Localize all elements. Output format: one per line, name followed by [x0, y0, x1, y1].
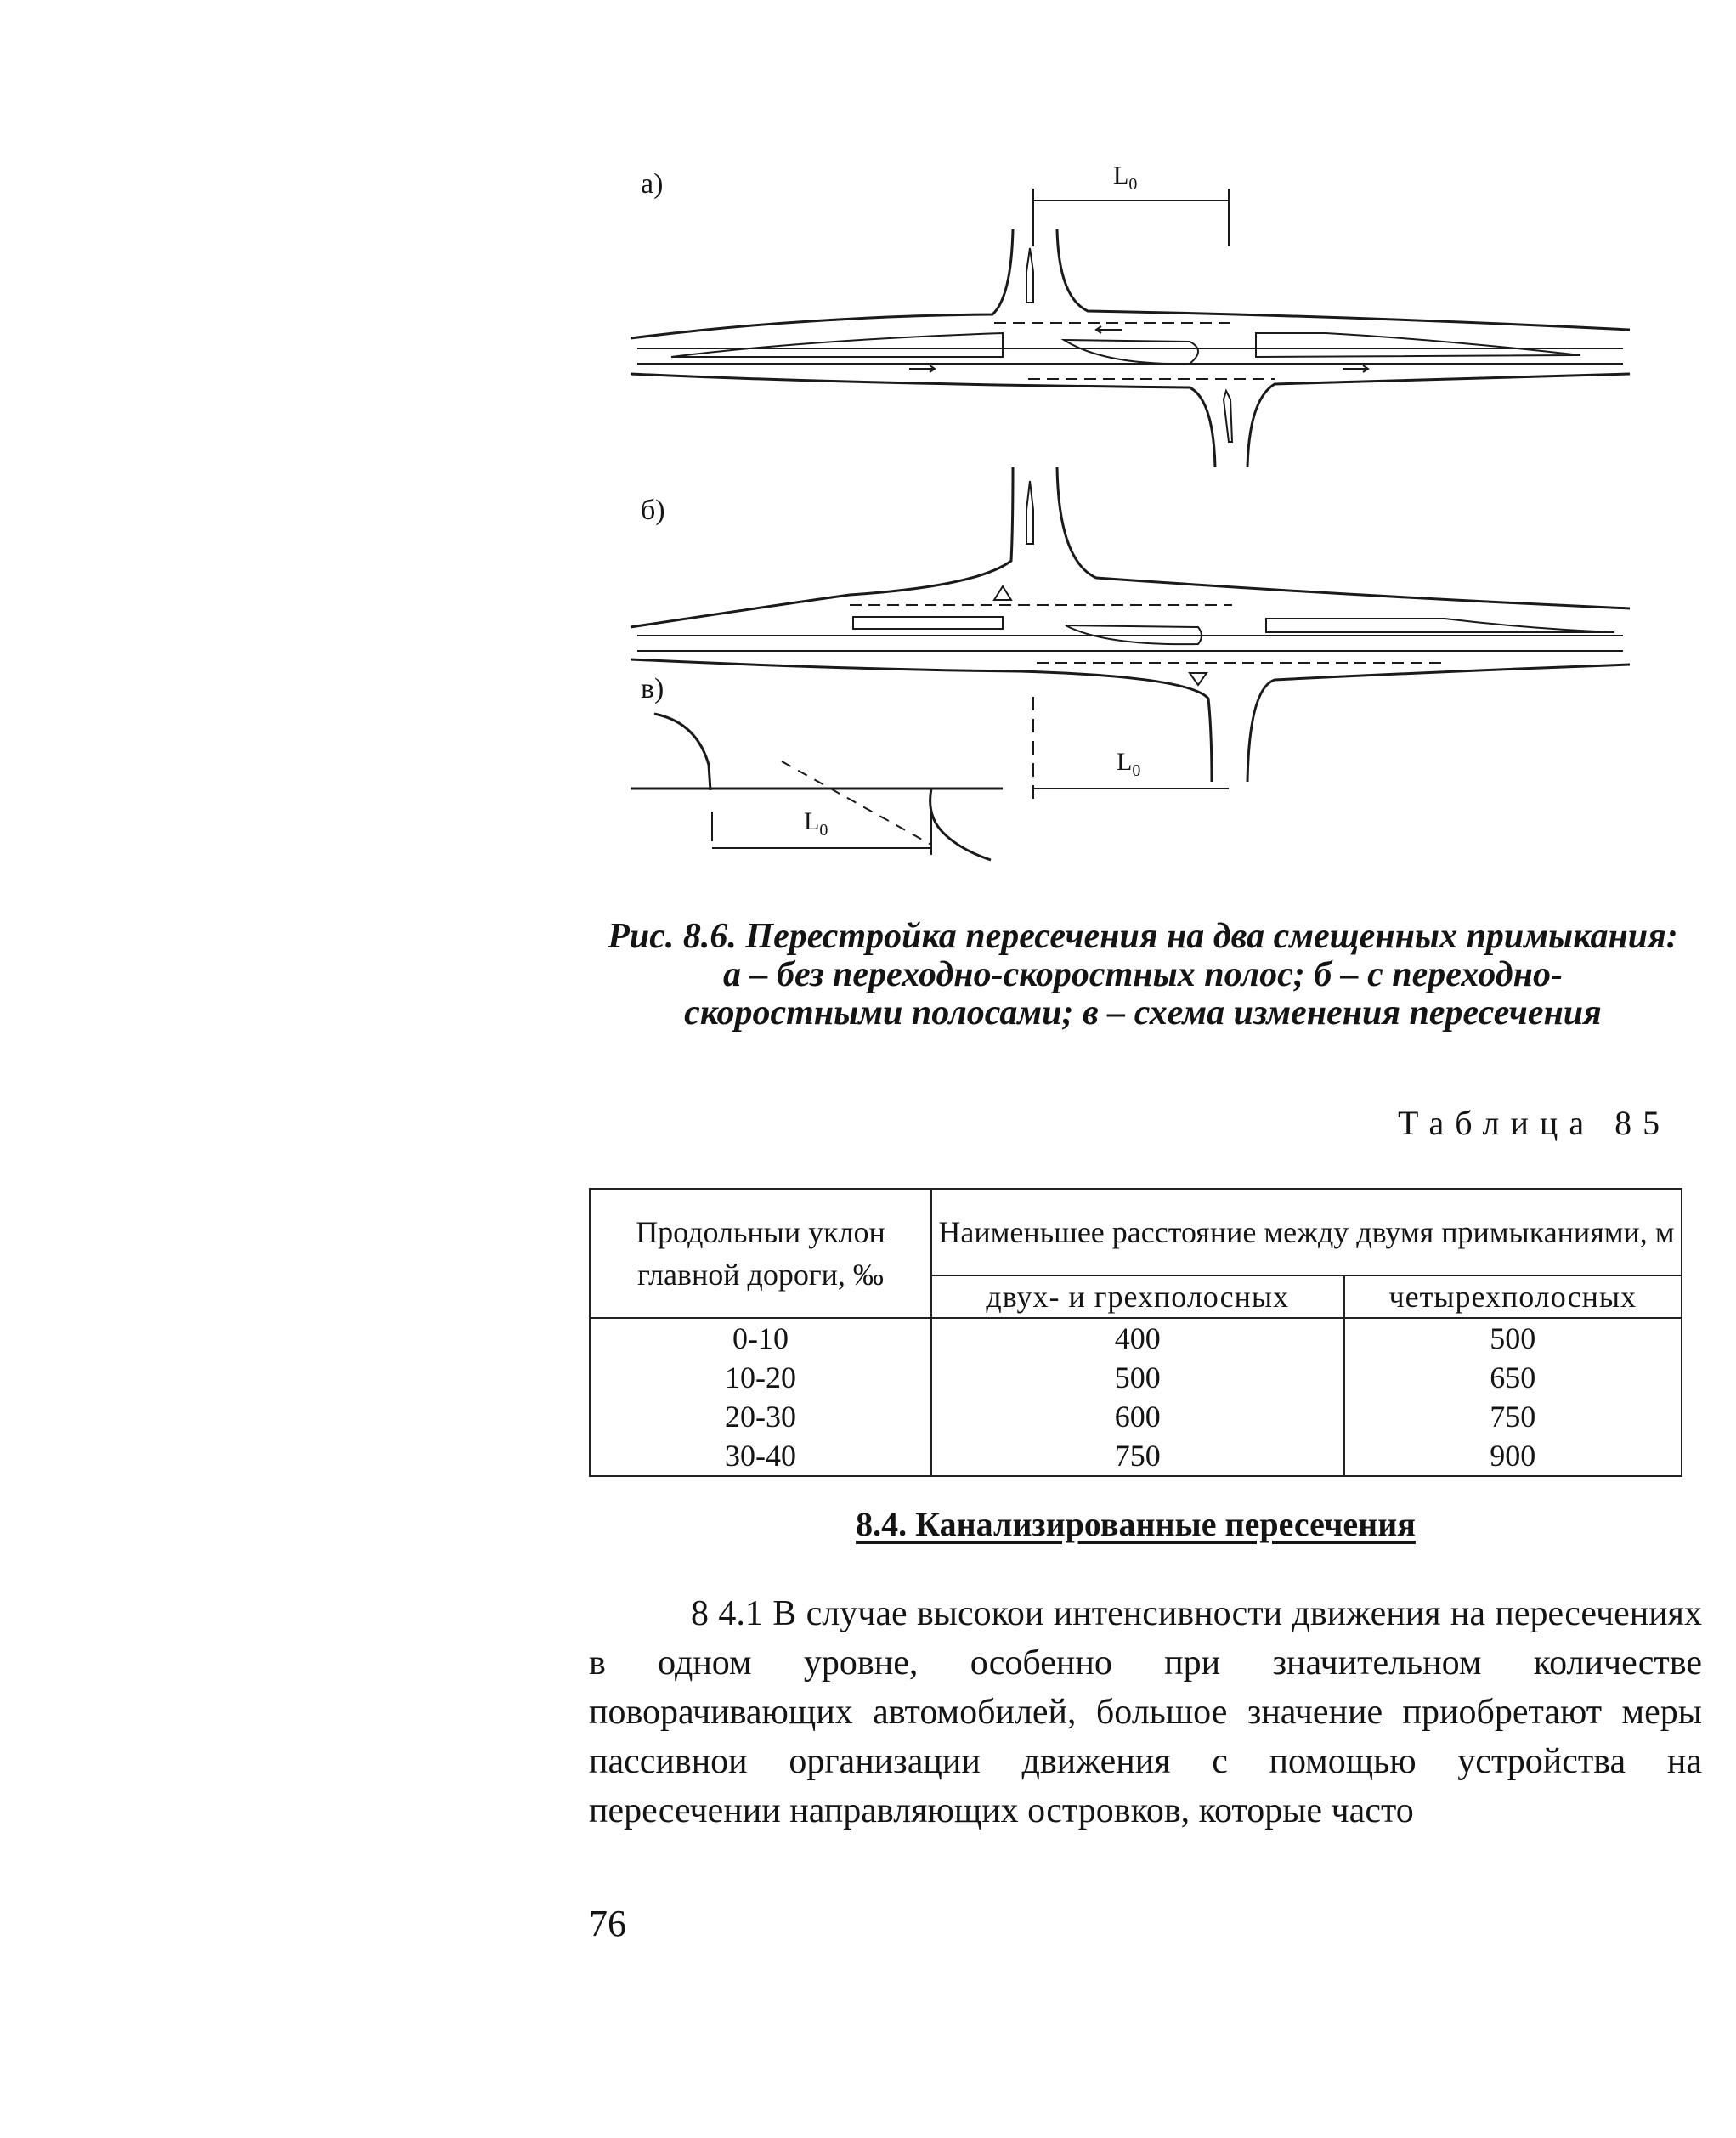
header-distance: Наименьшее расстояние между двумя примыканиями, м: [931, 1189, 1682, 1275]
figure-caption: [578, 918, 1708, 1032]
page-number: 76: [589, 1903, 626, 1944]
cell-slope: 30-40: [590, 1436, 931, 1476]
label-c: в): [641, 673, 664, 704]
cell-value: 650: [1344, 1358, 1682, 1397]
label-b: б): [641, 495, 665, 526]
table-row: [590, 1358, 1682, 1397]
caption-desc-1: а – без переходно-скоростных полос; б – с переходно-: [723, 955, 1563, 994]
subheader-four-lane: четырехполосных: [1344, 1275, 1682, 1318]
table-label: Таблица 85: [1398, 1104, 1671, 1142]
subheader-two-three-lane: двух- и грехполосных: [931, 1275, 1344, 1318]
caption-title: Рис. 8.6. Перестройка пересечения на два смещенных примыкания:: [608, 917, 1678, 956]
diagram-a: [631, 189, 1630, 467]
table-85: [589, 1188, 1682, 1477]
caption-desc-2: скоростными полосами; в – схема изменения пересечения: [684, 993, 1602, 1032]
cell-slope: 0-10: [590, 1318, 931, 1358]
dimension-l0-b: $L_0$: [1117, 748, 1141, 780]
diagram-b: [631, 467, 1630, 782]
cell-value: 600: [931, 1397, 1344, 1436]
dimension-l0-a: $L_0$: [1113, 161, 1138, 194]
intersection-diagram: [0, 0, 1736, 901]
cell-value: 500: [1344, 1318, 1682, 1358]
cell-slope: 20-30: [590, 1397, 931, 1436]
body-paragraph: 8 4.1 В случае высокои интенсивности движения на пересечениях в одном уровне, особенно при значительном количестве поворачивающих автомобилей, большое значение приобретают меры пассивнои организации движения с помощью устройства на пересечении направляющих островков, которые часто: [589, 1594, 1702, 1830]
dimension-l0-c: $L_0$: [804, 807, 828, 840]
cell-value: 750: [1344, 1397, 1682, 1436]
label-a: а): [641, 168, 664, 200]
cell-value: 400: [931, 1318, 1344, 1358]
cell-value: 500: [931, 1358, 1344, 1397]
cell-value: 900: [1344, 1436, 1682, 1476]
section-heading: 8.4. Канализированные пересечения: [856, 1505, 1416, 1543]
table-row: [590, 1436, 1682, 1476]
cell-slope: 10-20: [590, 1358, 931, 1397]
table-row: [590, 1397, 1682, 1436]
table-row: [590, 1318, 1682, 1358]
header-slope: Продольныи уклон главной дороги, ‰: [590, 1189, 931, 1318]
cell-value: 750: [931, 1436, 1344, 1476]
